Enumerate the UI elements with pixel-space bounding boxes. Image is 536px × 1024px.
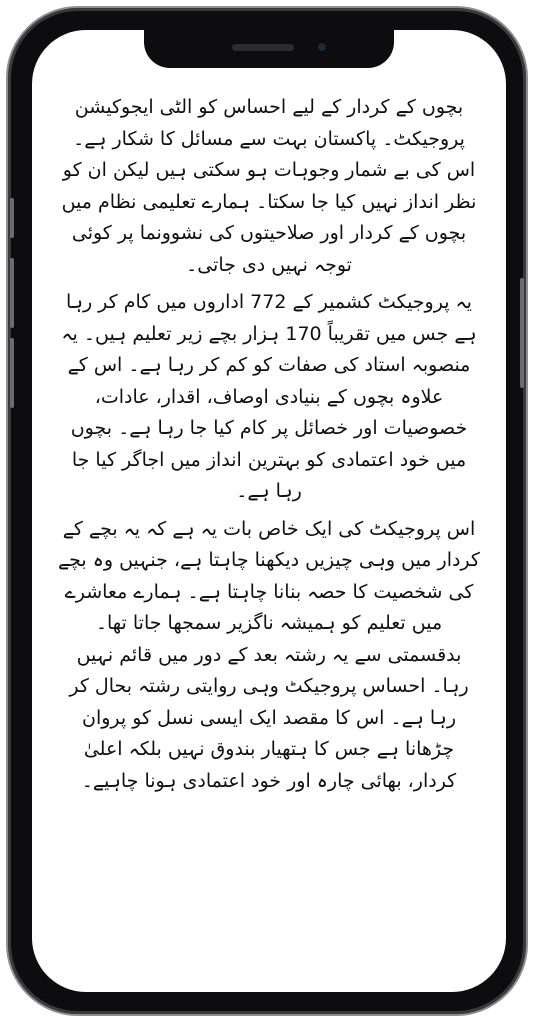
power-button [520,278,524,388]
phone-frame [6,6,528,1016]
article-paragraph-2: یہ پروجیکٹ کشمیر کے 772 اداروں میں کام کر رہا ہے جس میں تقریباً 170 ہزار بچے زیر تعلیم ہیں۔ یہ منصوبہ استاد کی صفات کو کم کر رہا ہے۔ اس کے علاوہ بچوں کے بنیادی اوصاف، اقدار، عادات، خصوصیات اور خصائل پر کام کیا جا رہا ہے۔ بچوں میں خود اعتمادی کو بہترین انداز میں اجاگر کیا جا رہا ہے۔ [61,291,477,502]
article-paragraph-3: اس پروجیکٹ کی ایک خاص بات یہ ہے کہ یہ بچے کے کردار میں وہی چیزیں دیکھنا چاہتا ہے، جنہیں وہ بچے کی شخصیت کا حصہ بنانا چاہتا ہے۔ ہمارے معاشرے میں تعلیم کو ہمیشہ ناگزیر سمجھا جاتا تھا۔ بدقسمتی سے یہ رشتہ بعد کے دور میں قائم نہیں رہا۔ احساس پروجیکٹ وہی روایتی رشتہ بحال کر رہا ہے۔ اس کا مقصد ایک ایسی نسل کو پروان چڑھانا ہے جس کا ہتھیار بندوق نہیں بلکہ اعلیٰ کردار، بھائی چارہ اور خود اعتمادی ہونا چاہیے۔ [58,517,480,792]
notch [144,30,394,68]
volume-up-button [10,258,14,328]
article-text [58,92,480,803]
phone-screen [32,30,506,992]
volume-down-button [10,338,14,408]
speaker-grille [232,44,294,51]
front-camera-icon [316,41,328,53]
mute-switch [10,198,14,238]
article-paragraph-1: بچوں کے کردار کے لیے احساس کو الٹی ایجوکیشن پروجیکٹ۔ پاکستان بہت سے مسائل کا شکار ہے۔ اس کی بے شمار وجوہات ہو سکتی ہیں لیکن ان کو نظر انداز نہیں کیا جا سکتا۔ ہمارے تعلیمی نظام میں بچوں کے کردار اور صلاحیتوں کی نشوونما پر کوئی توجہ نہیں دی جاتی۔ [61,96,477,276]
